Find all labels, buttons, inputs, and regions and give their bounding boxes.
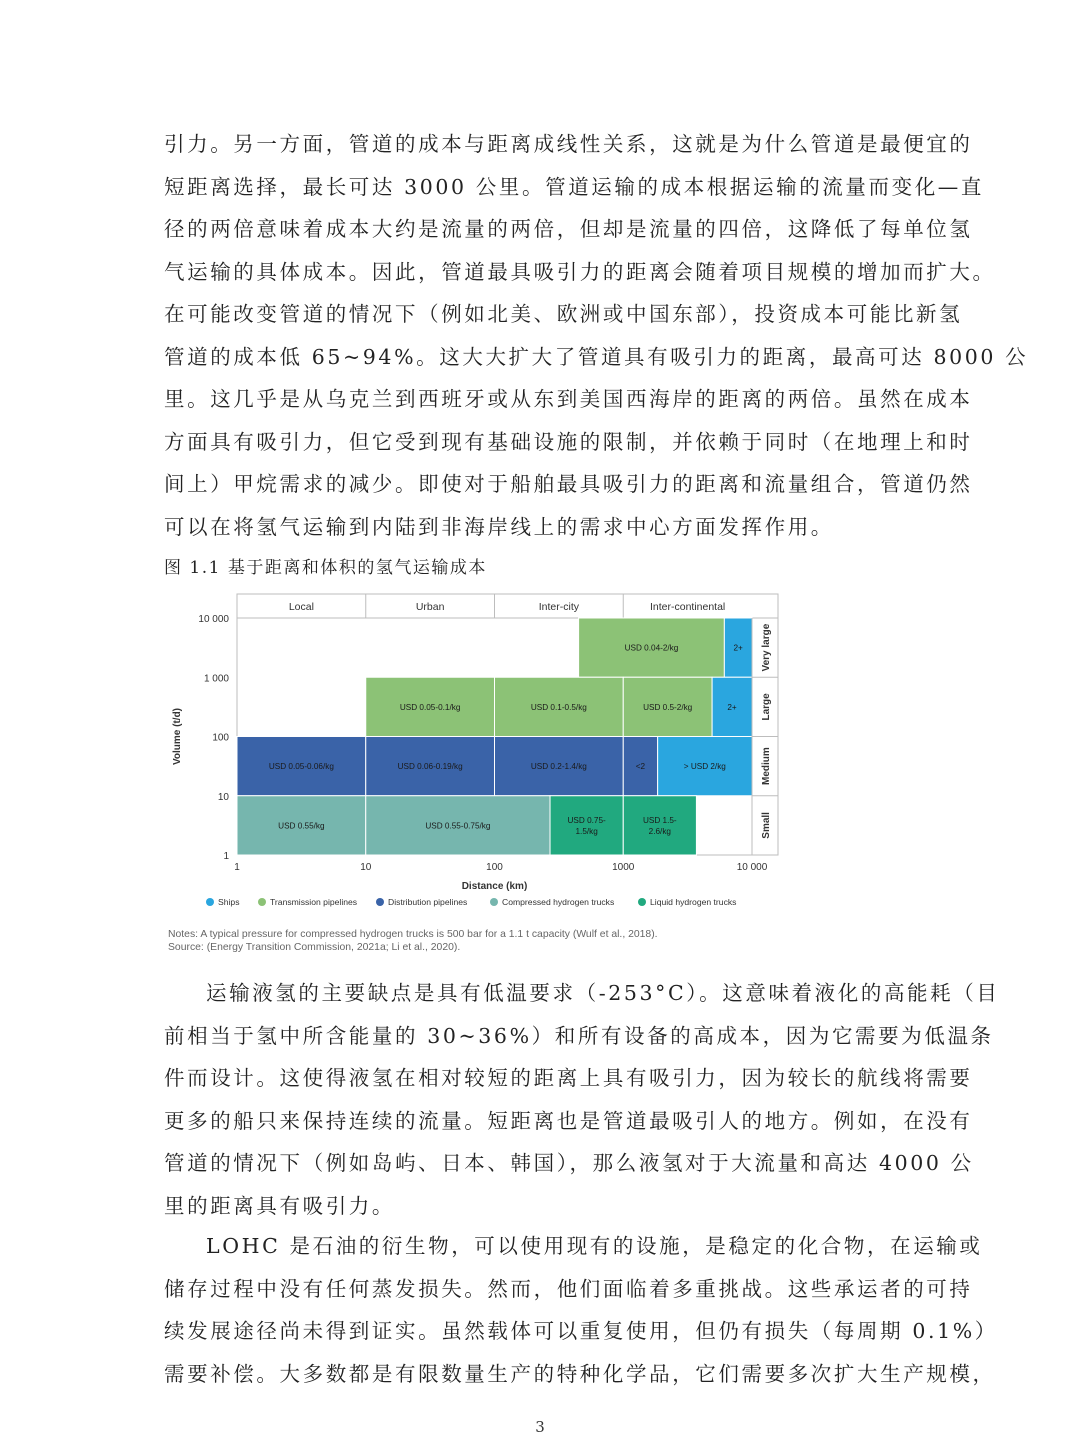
legend-label: Ships (218, 897, 240, 907)
text-line: 径的两倍意味着成本大约是流量的两倍，但却是流量的四倍，这降低了每单位氢 (164, 217, 973, 241)
y-tick-label: 1 000 (203, 673, 229, 685)
text-line: 储存过程中没有任何蒸发损失。然而，他们面临着多重挑战。这些承运者的可持 (164, 1276, 973, 1301)
cell-value-label: <2 (635, 762, 646, 772)
text-line: 前相当于氢中所含能量的 30~36%）和所有设备的高成本，因为它需要为低温条 (164, 1023, 994, 1048)
cell-value-label: USD 0.04-2/kg (624, 643, 679, 653)
volume-category-label: Small (761, 812, 772, 839)
figure-source: Source: (Energy Transition Commission, 2021a; Li et al., 2020). (168, 942, 461, 953)
cell-value-label: USD 0.55/kg (278, 821, 325, 831)
x-tick-label: 100 (486, 862, 503, 873)
text-line: 需要补偿。大多数都是有限数量生产的特种化学品，它们需要多次扩大生产规模， (164, 1361, 996, 1386)
cell-value-label: USD 0.1-0.5/kg (530, 702, 587, 712)
legend-label: Compressed hydrogen trucks (502, 897, 615, 907)
y-tick-label: 1 (223, 851, 229, 862)
text-line: 在可能改变管道的情况下（例如北美、欧洲或中国东部），投资成本可能比新氢 (164, 302, 963, 326)
cell-value-label: USD 0.75- (567, 815, 606, 825)
chart-cell-liquid-hydrogen-trucks (623, 796, 696, 855)
y-tick-label: 10 (217, 791, 229, 803)
text-line: 里。这几乎是从乌克兰到西班牙或从东到美国西海岸的距离的两倍。虽然在成本 (164, 387, 973, 411)
volume-category-label: Medium (761, 747, 772, 786)
text-line: 可以在将氢气运输到内陆到非海岸线上的需求中心方面发挥作用。 (164, 514, 834, 539)
text-line: 引力。另一方面，管道的成本与距离成线性关系，这就是为什么管道是最便宜的 (164, 132, 973, 156)
cell-value-label: USD 0.2-1.4/kg (530, 762, 587, 772)
cell-value-label: USD 0.06-0.19/kg (397, 762, 463, 772)
figure-notes (168, 928, 658, 954)
distance-category-label: Urban (415, 601, 445, 613)
cell-value-label: 2+ (727, 702, 737, 712)
legend-swatch-compressed-hydrogen-trucks (490, 898, 498, 906)
volume-category-label: Very large (761, 623, 772, 672)
distance-category-label: Inter-city (538, 601, 580, 613)
legend-swatch-transmission-pipelines (258, 898, 266, 906)
cell-value-label: USD 0.55-0.75/kg (425, 821, 491, 831)
figure-caption: 图 1.1 基于距离和体积的氢气运输成本 (164, 558, 487, 578)
text-line: 里的距离具有吸引力。 (164, 1193, 395, 1218)
y-tick-label: 100 (212, 732, 229, 744)
cell-value-label: USD 0.05-0.1/kg (399, 702, 461, 712)
y-tick-label: 10 000 (198, 614, 229, 625)
cell-value-label: USD 0.5-2/kg (643, 702, 693, 712)
figure-note: Notes: A typical pressure for compressed hydrogen trucks is 500 bar for a 1.1 t capacity (Wulf et al., 2018). (168, 929, 658, 940)
text-line: 运输液氢的主要缺点是具有低温要求（-253°C）。这意味着液化的高能耗（目 (206, 981, 1000, 1005)
legend-label: Liquid hydrogen trucks (650, 897, 737, 907)
paragraph-3 (164, 1225, 998, 1395)
legend-label: Transmission pipelines (270, 897, 358, 907)
text-line: 短距离选择，最长可达 3000 公里。管道运输的成本根据运输的流量而变化—直 (164, 174, 985, 199)
x-tick-label: 10 (360, 862, 372, 873)
text-line: 管道的情况下（例如岛屿、日本、韩国），那么液氢对于大流量和高达 4000 公 (164, 1151, 974, 1175)
cell-value-label: 2+ (733, 643, 743, 653)
legend-swatch-ships (206, 898, 214, 906)
volume-category-label: Large (761, 693, 772, 721)
hydrogen-transport-cost-chart (164, 588, 804, 928)
cell-value-label: > USD 2/kg (683, 762, 726, 772)
x-tick-label: 1 (234, 862, 240, 873)
x-tick-label: 10 000 (736, 862, 768, 873)
text-line: LOHC 是石油的衍生物，可以使用现有的设施，是稳定的化合物，在运输或 (206, 1234, 983, 1258)
text-line: 气运输的具体成本。因此，管道最具吸引力的距离会随着项目规模的增加而扩大。 (164, 259, 996, 284)
text-line: 件而设计。这使得液氢在相对较短的距离上具有吸引力，因为较长的航线将需要 (164, 1066, 973, 1090)
text-line: 方面具有吸引力，但它受到现有基础设施的限制，并依赖于同时（在地理上和时 (164, 429, 973, 454)
y-axis-title: Volume (t/d) (172, 707, 183, 766)
paragraph-1 (164, 123, 1029, 548)
cell-value-label: 1.5/kg (575, 826, 598, 836)
text-line: 更多的船只来保持连续的流量。短距离也是管道最吸引人的地方。例如，在没有 (164, 1108, 973, 1133)
cell-value-label: 2.6/kg (648, 826, 671, 836)
legend-swatch-distribution-pipelines (376, 898, 384, 906)
x-axis-title: Distance (km) (461, 881, 528, 892)
page-number: 3 (535, 1418, 545, 1436)
legend-label: Distribution pipelines (388, 897, 468, 907)
cell-value-label: USD 0.05-0.06/kg (268, 762, 334, 772)
legend-swatch-liquid-hydrogen-trucks (638, 898, 646, 906)
distance-category-label: Local (288, 601, 314, 613)
distance-category-label: Inter-continental (649, 601, 726, 613)
text-line: 续发展途径尚未得到证实。虽然载体可以重复使用，但仍有损失（每周期 0.1%） (164, 1319, 998, 1343)
x-tick-label: 1000 (612, 862, 635, 873)
text-line: 管道的成本低 65~94%。这大大扩大了管道具有吸引力的距离，最高可达 8000 公 (164, 344, 1029, 369)
paragraph-2 (164, 972, 1000, 1227)
chart-cell-liquid-hydrogen-trucks (550, 796, 623, 855)
text-line: 间上）甲烷需求的减少。即使对于船舶最具吸引力的距离和流量组合，管道仍然 (164, 472, 973, 496)
cell-value-label: USD 1.5- (642, 815, 677, 825)
